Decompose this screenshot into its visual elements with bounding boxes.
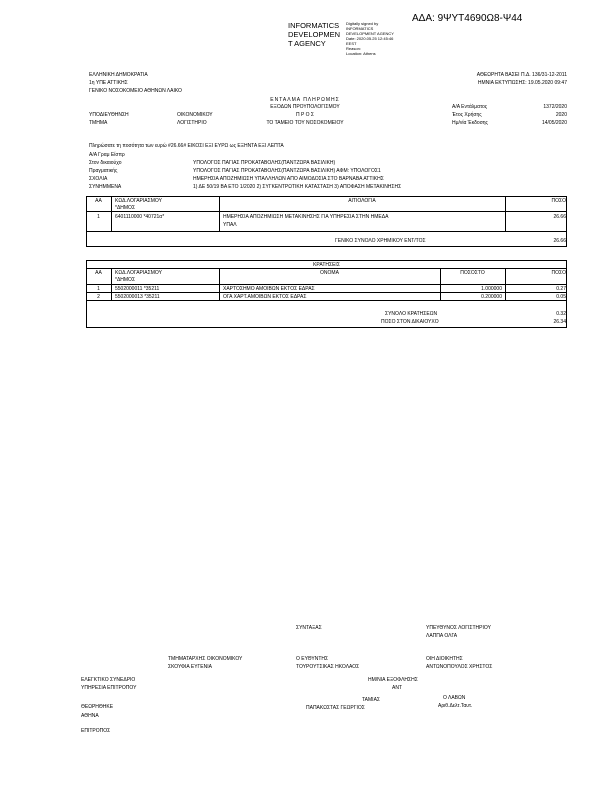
deduction-row-1-aa: 1 [97, 286, 100, 292]
chief-accountant-title: ΥΠΕΥΘΥΝΟΣ ΛΟΓΙΣΤΗΡΙΟΥ [426, 625, 491, 631]
subdirectorate-value: ΟΙΚΟΝΟΜΙΚΟΥ [177, 112, 213, 118]
expense-row-description-cont: ΥΠΑΛ [223, 222, 237, 228]
comments-value: ΗΜΕΡΗΣΙΑ ΑΠΟΖΗΜΙΩΣΗ ΥΠΑΛΛΗΛΩΝ ΑΠΟ ΑΙΜΟΔΟΣΙΑ ΣΤΟ ΒΑΡΝΑΒΑ ΑΤΤΙΚΗΣ [193, 176, 384, 182]
expense-header-aa: ΑΑ [95, 198, 102, 204]
issue-date-value: 14/05/2020 [541, 120, 567, 126]
digital-sign-line-1: Digitally signed by [346, 21, 379, 26]
chief-accountant-name: ΛΑΠΠΑ ΟΛΓΑ [426, 633, 458, 639]
deduction-row-2-name: ΟΓΑ ΧΑΡΤ.ΑΜΟΙΒΩΝ ΕΚΤΟΣ ΕΔΡΑΣ [223, 294, 307, 300]
audit-court-line-1: ΕΛΕΓΚΤΙΚΟ ΣΥΝΕΔΡΙΟ [81, 677, 136, 683]
deduction-row-2-rate: 0.200000 [481, 294, 502, 300]
header-right-line-1: ΑΘΕΩΡΗΤΑ ΒΑΣΕΙ Π.Δ. 136/31-12-2011 [476, 72, 567, 78]
header-right-line-2: ΗΜΝΙΑ ΕΚΤΥΠΩΣΗΣ: 19.05.2020 09:47 [477, 80, 567, 86]
cashier-name: ΠΑΠΑΚΩΣΤΑΣ ΓΕΩΡΓΙΟΣ [306, 705, 365, 711]
actual-beneficiary-value: ΥΠΟΛΟΓΟΣ ΠΑΓΙΑΣ ΠΡΟΚΑΤΑΒΟΛΗΣ(ΠΑΝΤΖΩΡΑ ΒΑΣΙΛΙΚΗ) ΑΦΜ: ΥΠΟΛΟΓΟΣ1 [193, 168, 381, 174]
fiscal-year-label: Έτος Χρήσης [452, 112, 482, 118]
deductions-header-code: ΚΩΔ.ΛΟΓΑΡΙΑΣΜΟΥ [115, 270, 162, 276]
digital-sign-line-4: Date: 2020.05.25 12:45:46 [346, 36, 394, 41]
audit-court-line-2: ΥΠΗΡΕΣΙΑ ΕΠΙΤΡΟΠΟΥ [81, 685, 137, 691]
agency-name-line-1: INFORMATICS [288, 21, 340, 30]
department-value: ΛΟΓΙΣΤΗΡΙΟ [177, 120, 207, 126]
settlement-ant-label: ΑΝΤ [392, 685, 402, 691]
deduction-row-2-amount: 0.05 [556, 294, 566, 300]
agency-name-line-3: T AGENCY [288, 39, 326, 48]
finance-head-title: ΤΜΗΜΑΤΑΡΧΗΣ ΟΙΚΟΝΟΜΙΚΟΥ [168, 656, 243, 662]
document-title: ΕΝΤΑΛΜΑ ΠΛΗΡΩΜΗΣ [270, 97, 340, 103]
beneficiary-label: Στον δικαιούχο [89, 160, 122, 166]
attachments-label: ΣΥΝΗΜΜΕΝΑ [89, 184, 122, 190]
expense-header-code-sub: *ΔΗΜΟΣ [115, 205, 136, 211]
comments-label: ΣΧΟΛΙΑ [89, 176, 108, 182]
digital-sign-line-2: INFORMATICS [346, 26, 374, 31]
net-amount-value: 26.34 [553, 319, 566, 325]
commissioner-label: ΕΠΙΤΡΟΠΟΣ [81, 728, 111, 734]
subdirectorate-label: ΥΠΟΔΙΕΥΘΗΝΣΗ [89, 112, 129, 118]
deduction-row-2-code: 5502000013 *35211 [115, 294, 160, 300]
total-deductions-label: ΣΥΝΟΛΟ ΚΡΑΤΗΣΕΩΝ [385, 311, 438, 317]
document-pros: Π Ρ Ο Σ [295, 112, 314, 118]
expense-total-label: ΓΕΝΙΚΟ ΣΥΝΟΛΟ ΧΡΗΜΙΚΟΥ ΕΝΤ/ΤΟΣ [335, 238, 426, 244]
warrant-number-label: Α/Α Εντάλματος [452, 104, 488, 110]
header-left-line-1: ΕΛΛΗΝΙΚΗ ΔΗΜΟΚΡΑΤΙΑ [89, 72, 148, 78]
attachments-value: 1) ΔΕ 50/19 ΒΑ ΕΤΟ 1/2020 2) ΣΥΓΚΕΝΤΡΩΤΙΚΗ ΚΑΤΑΣΤΑΣΗ 3) ΑΠΟΦΑΣΗ ΜΕΤΑΚΙΝΗΣΗΣ [193, 184, 402, 190]
digital-sign-line-5: EEST [346, 41, 357, 46]
expense-header-code: ΚΩΔ.ΛΟΓΑΡΙΑΣΜΟΥ [115, 198, 162, 204]
deduction-row-1-name: ΧΑΡΤΟΣΗΜΟ ΑΜΟΙΒΩΝ ΕΚΤΟΣ ΕΔΡΑΣ [223, 286, 315, 292]
expense-row-description: ΗΜΕΡΗΣΙΑ ΑΠΟΖΗΜΙΩΣΗ ΜΕΤΑΚΙΝΗΣΗΣ ΓΙΑ ΥΠΗΡΕΣΙΑ ΣΤΗΝ ΗΜΕΔΑ [223, 214, 389, 220]
document-recipient: ΤΟ ΤΑΜΕΙΟ ΤΟΥ ΝΟΣΟΚΟΜΕΙΟΥ [266, 120, 344, 126]
payment-amount-text: Πληρώσατε τη ποσότητα των ευρώ #26.66# ΕΙΚΟΣΙ ΕΞΙ ΕΥΡΩ ως ΕΞΗΝΤΑ ΕΞΙ ΛΕΠΤΑ [89, 143, 284, 149]
agency-name-line-2: DEVELOPMEN [288, 30, 341, 39]
expense-row-aa: 1 [97, 214, 100, 220]
deductions-header-aa: ΑΑ [95, 270, 102, 276]
deductions-header-name: ΟΝΟΜΑ [320, 270, 339, 276]
finance-head-name: ΣΚΟΥΦΙΑ ΕΥΓΕΝΙΑ [168, 664, 212, 670]
cashier-title: ΤΑΜΙΑΣ [362, 697, 380, 703]
fiscal-year-value: 2020 [555, 112, 567, 118]
deduction-row-1-rate: 1.000000 [481, 286, 502, 292]
beneficiary-value: ΥΠΟΛΟΓΟΣ ΠΑΓΙΑΣ ΠΡΟΚΑΤΑΒΟΛΗΣ(ΠΑΝΤΖΩΡΑ ΒΑΣΙΛΙΚΗ) [193, 160, 336, 166]
expense-header-amount: ΠΟΣΟ [551, 198, 566, 204]
document-subtitle: ΕΞΟΔΩΝ ΠΡΟΥΠΟΛΟΓΙΣΜΟΥ [270, 104, 340, 110]
digital-sign-line-6: Reason: [346, 46, 361, 51]
deduction-row-1-code: 5502000011 *35211 [115, 286, 160, 292]
administrator-name: ΑΝΤΩΝΟΠΟΥΛΟΣ ΧΡΗΣΤΟΣ [426, 664, 493, 670]
header-left-line-2: 1η ΥΠΕ ΑΤΤΙΚΗΣ [89, 80, 128, 86]
digital-sign-line-7: Location: Athens [346, 51, 376, 56]
receiver-title: Ο ΛΑΒΩΝ [443, 695, 466, 701]
receipt-number-label: Α/Α Γραμ Είσπρ [89, 152, 125, 158]
ada-code: ΑΔΑ: 9ΨΥΤ4690Ω8-Ψ44 [412, 13, 523, 24]
receiver-id-label: Αριθ.Δελτ.Ταυτ. [438, 703, 473, 709]
expense-row-code: 6401110000 *40721α* [115, 214, 165, 220]
warrant-number-value: 1372/2020 [543, 104, 567, 110]
department-label: ΤΜΗΜΑ [89, 120, 108, 126]
issue-date-label: Ημ/νία Έκδοσης [452, 120, 488, 126]
actual-beneficiary-label: Πραγματικής [89, 168, 118, 174]
settlement-date-label: ΗΜ/ΝΙΑ ΕΞΟΦΛΗΣΗΣ [368, 677, 418, 683]
deduction-row-1-amount: 0.27 [556, 286, 566, 292]
net-amount-label: ΠΟΣΟ ΣΤΟΝ ΔΙΚΑΙΟΥΧΟ [381, 319, 439, 325]
visa-line-2: ΑΘΗΝΑ [81, 713, 99, 719]
prepared-by-label: ΣΥΝΤΑΞΑΣ [296, 625, 322, 631]
deductions-header-rate: ΠΟΣΟΣΤΟ [460, 270, 485, 276]
deduction-row-2-aa: 2 [97, 294, 100, 300]
expense-header-description: ΑΙΤΙΟΛΟΓΙΑ [348, 198, 376, 204]
deductions-header-code-sub: *ΔΗΜΟΣ [115, 277, 136, 283]
visa-line-1: ΘΕΩΡΗΘΗΚΕ [81, 704, 114, 710]
expense-total-value: 26.66 [553, 238, 566, 244]
deductions-title: ΚΡΑΤΗΣΕΙΣ [313, 262, 340, 268]
digital-sign-line-3: DEVELOPMENT AGENCY [346, 31, 394, 36]
administrator-title: ΟΙΗ ΔΙΟΙΚΗΤΗΣ [426, 656, 463, 662]
total-deductions-value: 0.32 [556, 311, 566, 317]
expense-row-amount: 26.66 [553, 214, 566, 220]
director-name: ΤΟΥΡΟΥΤΣΙΚΑΣ ΗΚΟΛΑΟΣ [296, 664, 360, 670]
deductions-header-amount: ΠΟΣΟ [551, 270, 566, 276]
header-left-line-3: ΓΕΝΙΚΟ ΝΟΣΟΚΟΜΕΙΟ ΑΘΗΝΩΝ ΛΑΙΚΟ [89, 88, 182, 94]
director-title: Ο ΕΥΘΥΝΤΗΣ [296, 656, 329, 662]
